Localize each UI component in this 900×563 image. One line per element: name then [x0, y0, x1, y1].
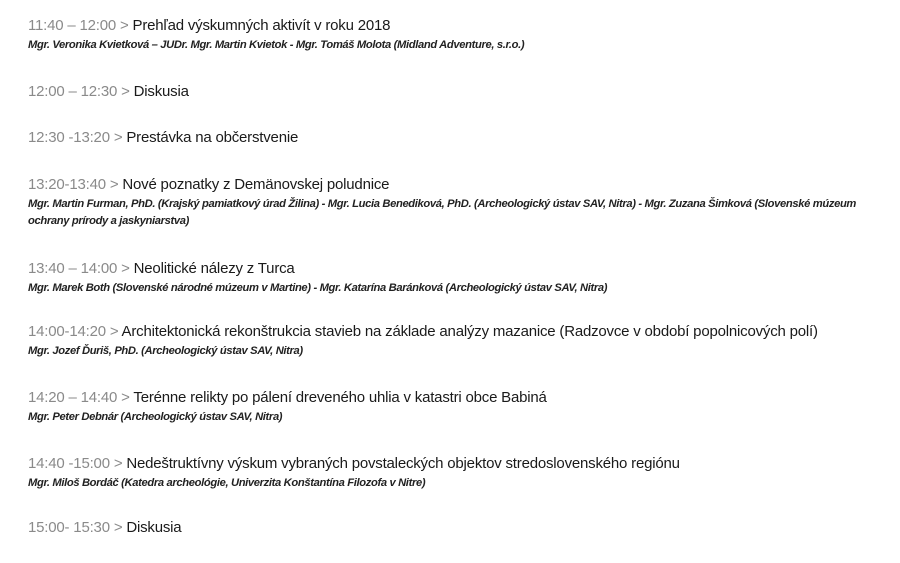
item-separator: >: [113, 455, 123, 472]
item-title: Nové poznatky z Demänovskej poludnice: [122, 176, 390, 193]
item-speakers: Mgr. Martin Furman, PhD. (Krajský pamiatkový úrad Žilina) - Mgr. Lucia Benediková, PhD. (Archeologický ústav SAV, Nitra) - Mgr. Zuzana Šimková (Slovenské múzeum ochrany prírody a jaskyniarstva): [28, 198, 857, 227]
item-time: 14:00-14:20: [28, 323, 106, 340]
item-heading: [28, 455, 888, 473]
program-item: [28, 83, 888, 101]
item-separator: >: [120, 17, 129, 34]
item-heading: [28, 17, 888, 35]
item-title: Terénne relikty po pálení dreveného uhlia v katastri obce Babiná: [133, 389, 547, 406]
item-time: 13:20-13:40: [28, 176, 106, 193]
item-separator: >: [109, 323, 119, 340]
item-separator: >: [121, 389, 130, 406]
program-item: [28, 455, 888, 492]
item-time: 12:00 – 12:30: [28, 83, 118, 100]
item-title: Diskusia: [133, 83, 189, 100]
program-item: [28, 17, 888, 54]
program-item: [28, 176, 888, 230]
item-heading: [28, 519, 888, 537]
item-heading: [28, 260, 888, 278]
item-title: Neolitické nálezy z Turca: [133, 260, 295, 277]
item-time: 12:30 -13:20: [28, 129, 110, 146]
item-separator: >: [121, 83, 130, 100]
item-speakers: Mgr. Veronika Kvietková – JUDr. Mgr. Martin Kvietok - Mgr. Tomáš Molota (Midland Adventure, s.r.o.): [28, 39, 525, 51]
item-separator: >: [113, 519, 123, 536]
item-speakers: Mgr. Marek Both (Slovenské národné múzeum v Martine) - Mgr. Katarína Baránková (Archeologický ústav SAV, Nitra): [28, 282, 608, 294]
item-heading: [28, 83, 888, 101]
item-speakers: Mgr. Miloš Bordáč (Katedra archeológie, Univerzita Konštantína Filozofa v Nitre): [28, 477, 426, 489]
program-item: [28, 389, 888, 426]
item-time: 14:40 -15:00: [28, 455, 110, 472]
item-heading: [28, 129, 888, 147]
program-item: [28, 323, 888, 360]
item-title: Prehľad výskumných aktivít v roku 2018: [132, 17, 391, 34]
item-heading: [28, 176, 888, 194]
item-time: 13:40 – 14:00: [28, 260, 118, 277]
item-separator: >: [121, 260, 130, 277]
item-separator: >: [109, 176, 119, 193]
program-item: [28, 519, 888, 537]
item-time: 15:00- 15:30: [28, 519, 110, 536]
item-time: 11:40 – 12:00: [28, 17, 117, 34]
item-speakers: Mgr. Jozef Ďuriš, PhD. (Archeologický ústav SAV, Nitra): [28, 345, 303, 357]
item-heading: [28, 323, 888, 341]
item-title: Architektonická rekonštrukcia stavieb na základe analýzy mazanice (Radzovce v období popolnicových polí): [121, 323, 818, 340]
item-title: Diskusia: [126, 519, 182, 536]
item-speakers: Mgr. Peter Debnár (Archeologický ústav SAV, Nitra): [28, 411, 283, 423]
item-title: Prestávka na občerstvenie: [126, 129, 299, 146]
item-separator: >: [113, 129, 123, 146]
item-title: Nedeštruktívny výskum vybraných povstaleckých objektov stredoslovenského regiónu: [126, 455, 680, 472]
item-heading: [28, 389, 888, 407]
program-item: [28, 260, 888, 297]
program-item: [28, 129, 888, 147]
item-time: 14:20 – 14:40: [28, 389, 118, 406]
